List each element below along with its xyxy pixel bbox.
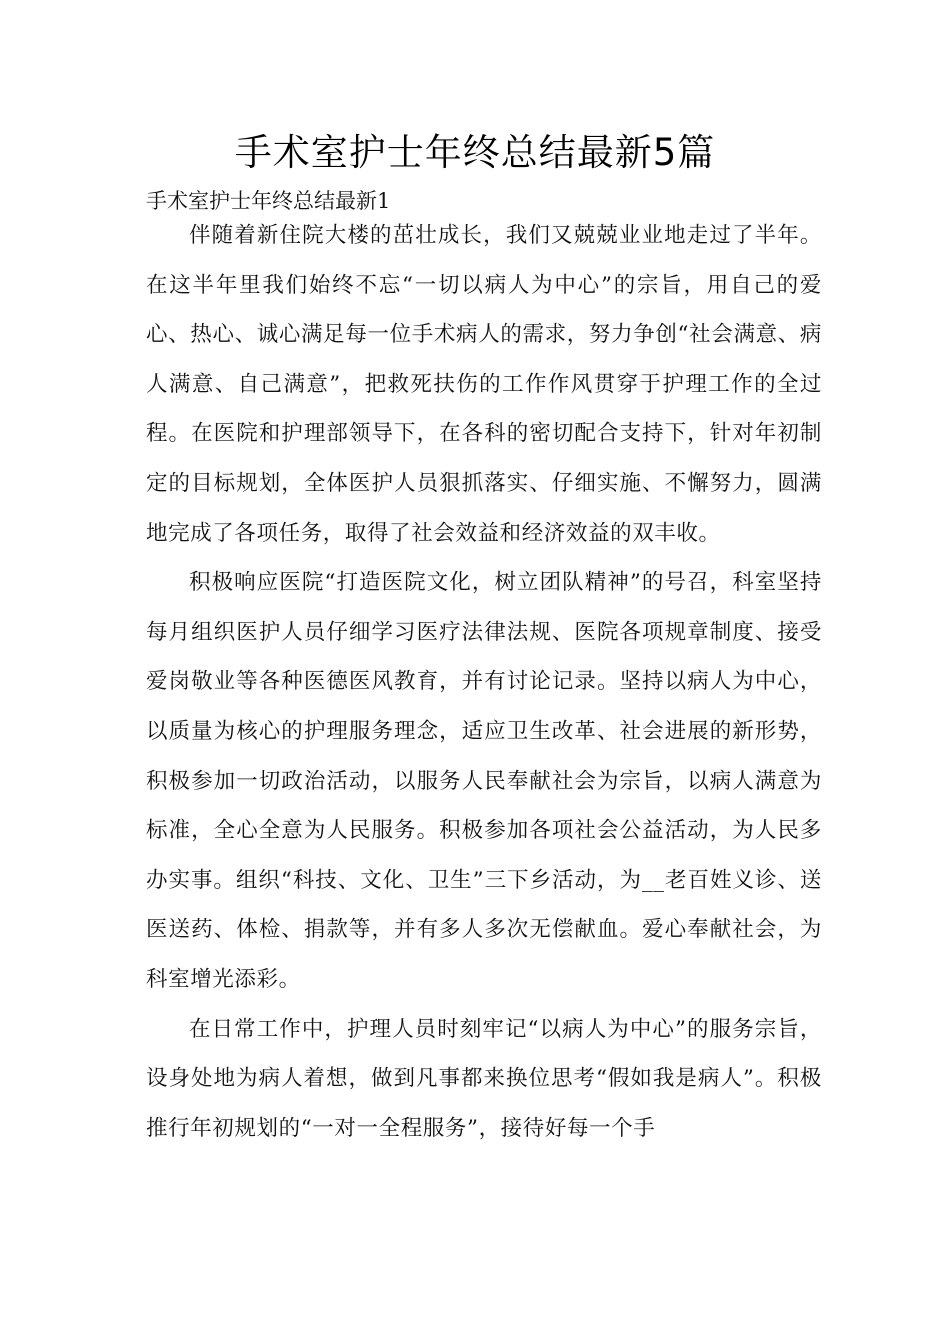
section-subtitle: 手术室护士年终总结最新1 — [146, 189, 391, 213]
document-title: 手术室护士年终总结最新5篇 — [234, 131, 716, 174]
paragraph: 在日常工作中，护理人员时刻牢记“以病人为中心”的服务宗旨，设身处地为病人着想，做到凡事都来换位思考“假如我是病人”。积极推行年初规划的“一对一全程服务”，接待好每一个手 — [146, 1016, 822, 1141]
paragraph: 伴随着新住院大楼的茁壮成长，我们又兢兢业业地走过了半年。在这半年里我们始终不忘“一切以病人为中心”的宗旨，用自己的爱心、热心、诚心满足每一位手术病人的需求，努力争创“社会满意、病人满意、自己满意”，把救死扶伤的工作作风贯穿于护理工作的全过程。在医院和护理部领导下，在各科的密切配合支持下，针对年初制定的目标规划，全体医护人员狠抓落实、仔细实施、不懈努力，圆满地完成了各项任务，取得了社会效益和经济效益的双丰收。 — [146, 223, 822, 546]
paragraph: 积极响应医院“打造医院文化，树立团队精神”的号召，科室坚持每月组织医护人员仔细学习医疗法律法规、医院各项规章制度、接受爱岗敬业等各种医德医风教育，并有讨论记录。坚持以病人为中心，以质量为核心的护理服务理念，适应卫生改革、社会进展的新形势，积极参加一切政治活动，以服务人民奉献社会为宗旨，以病人满意为标准，全心全意为人民服务。积极参加各项社会公益活动，为人民多办实事。组织“科技、文化、卫生”三下乡活动，为__老百姓义诊、送医送药、体检、捐款等，并有多人多次无偿献血。爱心奉献社会，为科室增光添彩。 — [146, 570, 822, 992]
document-body — [146, 211, 822, 1153]
